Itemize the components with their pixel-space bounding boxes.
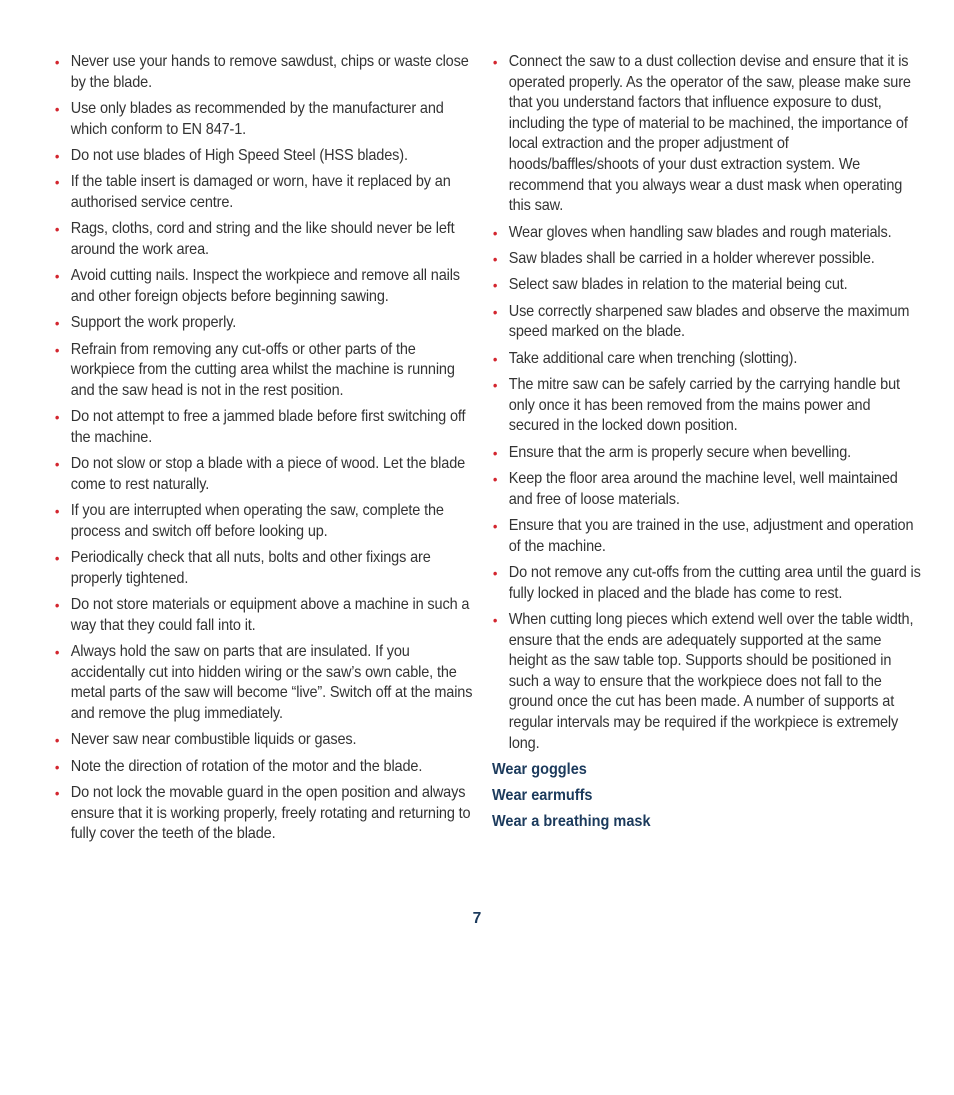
bullet-item: [54, 454, 479, 495]
bullet-text: Connect the saw to a dust collection devise and ensure that it is operated properly. As the operator of the saw, please make sure that you understand factors that influence exposure to dust, including the type of material to be machined, the importance of local extraction and the proper adjustment of hoods/baffles/shoots of your dust extraction system. We recommend that you always wear a dust mask when operating this saw.: [508, 53, 911, 215]
bullet-text: Do not remove any cut-offs from the cutting area until the guard is fully locked in placed and the blade has come to rest.: [508, 564, 921, 602]
bullet-dot-icon: •: [492, 54, 498, 70]
ppe-heading: Wear a breathing mask: [492, 812, 651, 830]
bullet-text: Use correctly sharpened saw blades and observe the maximum speed marked on the blade.: [508, 302, 910, 341]
bullet-item: [492, 375, 921, 437]
bullet-item: [492, 302, 921, 343]
bullet-item: [492, 610, 921, 754]
bullet-text: Always hold the saw on parts that are insulated. If you accidentally cut into hidden wiring or the saw’s own cable, the metal parts of the saw will become “live”. Switch off at the mains and remove the plug immediately.: [70, 643, 473, 722]
bullet-dot-icon: •: [492, 444, 498, 461]
right-column: [492, 52, 921, 838]
bullet-text: Note the direction of rotation of the motor and the blade.: [70, 757, 423, 775]
bullet-dot-icon: •: [492, 277, 498, 294]
bullet-item: [54, 730, 479, 751]
bullet-text: Never use your hands to remove sawdust, chips or waste close by the blade.: [70, 53, 469, 91]
bullet-text: If the table insert is damaged or worn, have it replaced by an authorised service centre.: [70, 173, 451, 211]
bullet-dot-icon: •: [54, 597, 60, 614]
bullet-item: [492, 275, 921, 296]
bullet-item: [492, 52, 921, 217]
bullet-dot-icon: •: [54, 54, 60, 70]
bullet-dot-icon: •: [54, 456, 60, 473]
bullet-item: [54, 99, 479, 140]
bullet-dot-icon: •: [54, 341, 60, 358]
bullet-dot-icon: •: [54, 315, 60, 332]
bullet-text: Wear gloves when handling saw blades and rough materials.: [508, 223, 892, 241]
bullet-dot-icon: •: [54, 174, 60, 191]
bullet-text: Select saw blades in relation to the material being cut.: [508, 276, 848, 294]
bullet-item: [54, 501, 479, 542]
bullet-item: [54, 757, 479, 778]
bullet-text: Avoid cutting nails. Inspect the workpiece and remove all nails and other foreign objects before beginning sawing.: [70, 267, 460, 305]
bullet-text: Use only blades as recommended by the manufacturer and which conform to EN 847-1.: [70, 99, 444, 138]
bullet-dot-icon: •: [492, 250, 498, 267]
bullet-dot-icon: •: [54, 147, 60, 164]
bullet-item: [54, 172, 479, 213]
bullet-item: [54, 642, 479, 724]
bullet-dot-icon: •: [54, 785, 60, 802]
bullet-dot-icon: •: [54, 758, 60, 775]
left-column: [54, 52, 473, 851]
page-number: 7: [472, 910, 482, 927]
bullet-dot-icon: •: [492, 565, 498, 582]
left-bullet-list: [54, 52, 473, 845]
bullet-dot-icon: •: [54, 268, 60, 285]
bullet-dot-icon: •: [492, 471, 498, 488]
bullet-item: [54, 783, 479, 845]
ppe-heading: Wear goggles: [492, 760, 587, 778]
bullet-dot-icon: •: [492, 518, 498, 535]
bullet-dot-icon: •: [492, 377, 498, 394]
bullet-dot-icon: •: [492, 350, 498, 367]
bullet-text: Do not use blades of High Speed Steel (HSS blades).: [70, 146, 408, 164]
bullet-text: Refrain from removing any cut-offs or other parts of the workpiece from the cutting area whilst the machine is running and the saw head is not in the rest position.: [70, 340, 455, 399]
bullet-dot-icon: •: [492, 224, 498, 241]
bullet-text: Never saw near combustible liquids or gases.: [70, 731, 357, 749]
bullet-item: [492, 349, 921, 370]
bullet-text: Take additional care when trenching (slotting).: [508, 349, 798, 367]
right-bullet-list: [492, 52, 921, 754]
bullet-text: When cutting long pieces which extend well over the table width, ensure that the ends are adequately supported at the same height as the saw table top. Supports should be positioned in such a way to ensure that the workpiece does not fall to the ground once the cut has been made. A number of supports at regular intervals may be required if the workpiece is extremely long.: [508, 611, 914, 752]
bullet-text: Ensure that the arm is properly secure when bevelling.: [508, 443, 852, 461]
bullet-text: Do not slow or stop a blade with a piece of wood. Let the blade come to rest naturally.: [70, 455, 466, 493]
bullet-item: [54, 340, 479, 402]
bullet-dot-icon: •: [54, 550, 60, 567]
bullet-text: Ensure that you are trained in the use, adjustment and operation of the machine.: [508, 517, 914, 555]
bullet-text: Keep the floor area around the machine level, well maintained and free of loose materials.: [508, 470, 898, 508]
ppe-heading-list: [492, 760, 906, 833]
ppe-heading: Wear earmuffs: [492, 786, 593, 804]
bullet-text: Do not store materials or equipment above a machine in such a way that they could fall into it.: [70, 596, 470, 634]
bullet-dot-icon: •: [492, 303, 498, 320]
bullet-text: Do not lock the movable guard in the open position and always ensure that it is working properly, freely rotating and returning to fully cover the teeth of the blade.: [70, 784, 471, 843]
bullet-dot-icon: •: [54, 644, 60, 661]
bullet-text: Rags, cloths, cord and string and the like should never be left around the work area.: [70, 220, 455, 258]
bullet-dot-icon: •: [54, 221, 60, 238]
bullet-text: Periodically check that all nuts, bolts and other fixings are properly tightened.: [70, 549, 431, 587]
bullet-item: [492, 469, 921, 510]
bullet-item: [54, 52, 479, 93]
bullet-item: [54, 219, 479, 260]
bullet-item: [492, 443, 921, 464]
bullet-item: [492, 223, 921, 244]
bullet-item: [492, 516, 921, 557]
bullet-dot-icon: •: [54, 409, 60, 426]
bullet-item: [54, 146, 479, 167]
bullet-text: The mitre saw can be safely carried by the carrying handle but only once it has been removed from the mains power and secured in the locked down position.: [508, 376, 900, 435]
bullet-item: [54, 313, 479, 334]
bullet-item: [54, 407, 479, 448]
bullet-dot-icon: •: [54, 503, 60, 520]
bullet-item: [492, 249, 921, 270]
bullet-text: Support the work properly.: [70, 314, 237, 332]
bullet-item: [54, 548, 479, 589]
bullet-text: Do not attempt to free a jammed blade before first switching off the machine.: [70, 408, 466, 446]
bullet-dot-icon: •: [492, 612, 498, 629]
bullet-item: [54, 266, 479, 307]
bullet-dot-icon: •: [54, 732, 60, 749]
bullet-text: Saw blades shall be carried in a holder wherever possible.: [508, 249, 875, 267]
bullet-item: [54, 595, 479, 636]
bullet-item: [492, 563, 921, 604]
bullet-dot-icon: •: [54, 100, 60, 117]
bullet-text: If you are interrupted when operating the saw, complete the process and switch off before looking up.: [70, 502, 444, 540]
